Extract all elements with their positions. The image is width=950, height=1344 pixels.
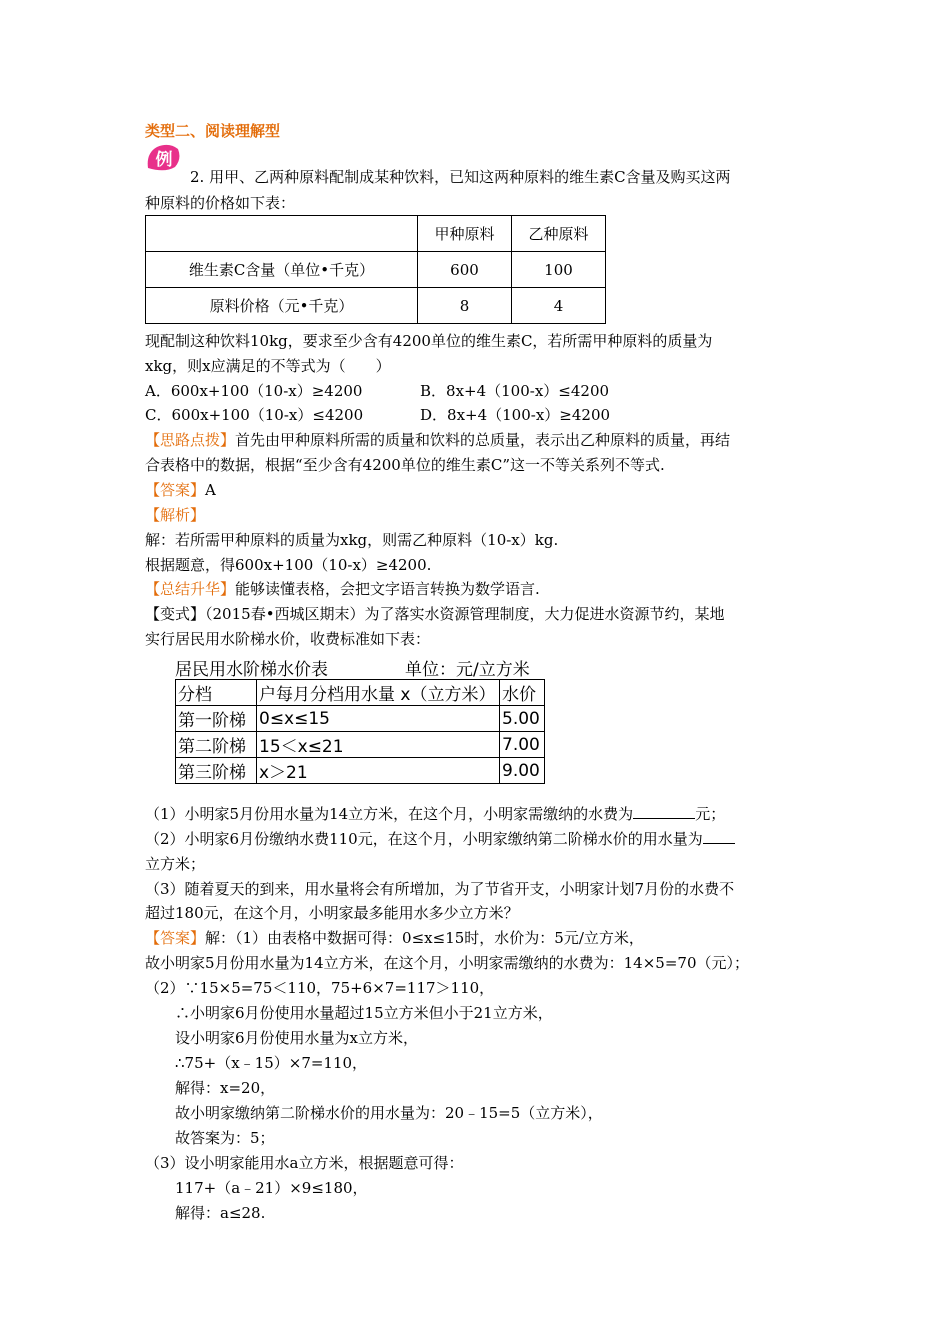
table-cell: x＞21 <box>257 758 500 784</box>
hint-text-1: 首先由甲种原料所需的质量和饮料的总质量，表示出乙种原料的质量，再结 <box>235 431 731 449</box>
table-row <box>176 680 545 706</box>
example-badge-icon <box>145 143 183 173</box>
table-row <box>176 758 545 784</box>
solution-line: 故答案为：5； <box>175 1129 275 1147</box>
variant-answer-text: 解：（1）由表格中数据可得：0≤x≤15时，水价为：5元/立方米， <box>205 929 644 947</box>
table-cell: 第一阶梯 <box>176 706 257 732</box>
table-row <box>146 252 606 288</box>
table-cell: 0≤x≤15 <box>257 706 500 732</box>
table-row <box>176 732 545 758</box>
hint-tag: 【思路点拨】 <box>145 431 236 449</box>
answer-blank-2 <box>703 843 735 844</box>
example-badge <box>145 143 183 173</box>
solution-line: 117+（a﹣21）×9≤180， <box>175 1179 368 1197</box>
question-2-unit: 立方米； <box>145 855 206 873</box>
variant-line1 <box>145 604 725 624</box>
hint-text-2: 合表格中的数据，根据“至少含有4200单位的维生素C”这一不等关系列不等式. <box>145 456 665 474</box>
option-c: C．600x+100（10-x）≤4200 <box>145 406 364 424</box>
table-row <box>176 706 545 732</box>
table-cell: 600 <box>418 252 512 288</box>
hint-line1 <box>145 430 730 450</box>
question-1 <box>145 804 725 824</box>
table-cell: 5.00 <box>500 706 545 732</box>
solution-line: ∴小明家6月份使用水量超过15立方米但小于21立方米， <box>175 1004 553 1022</box>
table-cell: 维生素C含量（单位•千克） <box>146 252 418 288</box>
question-2 <box>145 829 735 849</box>
summary-text: 能够读懂表格，会把文字语言转换为数学语言. <box>235 580 540 598</box>
summary-line <box>145 579 540 599</box>
water-table-title-row <box>175 655 555 679</box>
option-b: B．8x+4（100-x）≤4200 <box>420 382 610 400</box>
solution-line: （2）∵15×5=75＜110，75+6×7=117＞110， <box>145 979 495 997</box>
answer-blank-1 <box>633 818 695 819</box>
variant-answer-line1 <box>145 928 644 948</box>
table-cell: 第二阶梯 <box>176 732 257 758</box>
water-price-table-image <box>175 655 555 784</box>
question-3-line2: 超过180元，在这个月，小明家最多能用水多少立方米？ <box>145 904 519 922</box>
answer-value: A <box>205 481 216 499</box>
table-cell: 8 <box>418 288 512 324</box>
table-header-cell: 乙种原料 <box>512 216 606 252</box>
table-cell: 4 <box>512 288 606 324</box>
table-row <box>146 216 606 252</box>
solution-line: ∴75+（x﹣15）×7=110， <box>175 1054 368 1072</box>
answer-line <box>145 480 216 500</box>
example-badge-label: 例 <box>155 150 173 170</box>
table-cell: 7.00 <box>500 732 545 758</box>
solution-line: 设小明家6月份使用水量为x立方米， <box>175 1029 419 1047</box>
problem2-line3: 现配制这种饮料10kg，要求至少含有4200单位的维生素C，若所需甲种原料的质量为 <box>145 332 713 350</box>
table-header-cell: 甲种原料 <box>418 216 512 252</box>
ingredient-table <box>145 215 606 324</box>
table-row <box>146 288 606 324</box>
question-1-unit: 元； <box>695 805 726 823</box>
variant-line2: 实行居民用水阶梯水价，收费标准如下表： <box>145 630 431 648</box>
table-cell <box>146 216 418 252</box>
solution-line: 解得：x=20， <box>175 1079 276 1097</box>
option-a: A．600x+100（10-x）≥4200 <box>145 382 363 400</box>
variant-tag: 【变式】 <box>145 605 206 623</box>
variant-answer-tag: 【答案】 <box>145 929 206 947</box>
table-cell: 15＜x≤21 <box>257 732 500 758</box>
table-cell: 第三阶梯 <box>176 758 257 784</box>
section-heading: 类型二、阅读理解型 <box>145 122 281 140</box>
solution-line: 解得：a≤28. <box>175 1204 266 1222</box>
problem2-line2: 种原料的价格如下表： <box>145 194 296 212</box>
table-cell: 100 <box>512 252 606 288</box>
question-2-text: （2）小明家6月份缴纳水费110元，在这个月，小明家缴纳第二阶梯水价的用水量为 <box>145 830 703 848</box>
analysis-line2: 根据题意，得600x+100（10-x）≥4200. <box>145 556 432 574</box>
summary-tag: 【总结升华】 <box>145 580 236 598</box>
answer-tag: 【答案】 <box>145 481 206 499</box>
table-header-cell: 水价 <box>500 680 545 706</box>
water-price-table <box>175 679 545 784</box>
problem2-line4: xkg，则x应满足的不等式为（ ） <box>145 357 391 375</box>
water-table-unit: 单位：元/立方米 <box>405 660 530 680</box>
question-3-line1: （3）随着夏天的到来，用水量将会有所增加，为了节省开支，小明家计划7月份的水费不 <box>145 880 735 898</box>
solution-line: （3）设小明家能用水a立方米，根据题意可得： <box>145 1154 464 1172</box>
solution-line: 故小明家缴纳第二阶梯水价的用水量为：20﹣15=5（立方米）， <box>175 1104 603 1122</box>
option-d: D．8x+4（100-x）≥4200 <box>420 406 611 424</box>
question-1-text: （1）小明家5月份用水量为14立方米，在这个月，小明家需缴纳的水费为 <box>145 805 634 823</box>
water-table-title: 居民用水阶梯水价表 <box>175 660 328 680</box>
table-header-cell: 分档 <box>176 680 257 706</box>
table-cell: 9.00 <box>500 758 545 784</box>
analysis-line1: 解：若所需甲种原料的质量为xkg，则需乙种原料（10-x）kg. <box>145 531 559 549</box>
analysis-tag: 【解析】 <box>145 506 206 524</box>
table-header-cell: 户每月分档用水量 x（立方米） <box>257 680 500 706</box>
variant-text-1: （2015春•西城区期末）为了落实水资源管理制度，大力促进水资源节约，某地 <box>205 605 725 623</box>
problem2-line1: 2. 用甲、乙两种原料配制成某种饮料，已知这两种原料的维生素C含量及购买这两 <box>190 168 731 186</box>
solution-line: 故小明家5月份用水量为14立方米，在这个月，小明家需缴纳的水费为：14×5=70（元）； <box>145 954 749 972</box>
table-cell: 原料价格（元•千克） <box>146 288 418 324</box>
